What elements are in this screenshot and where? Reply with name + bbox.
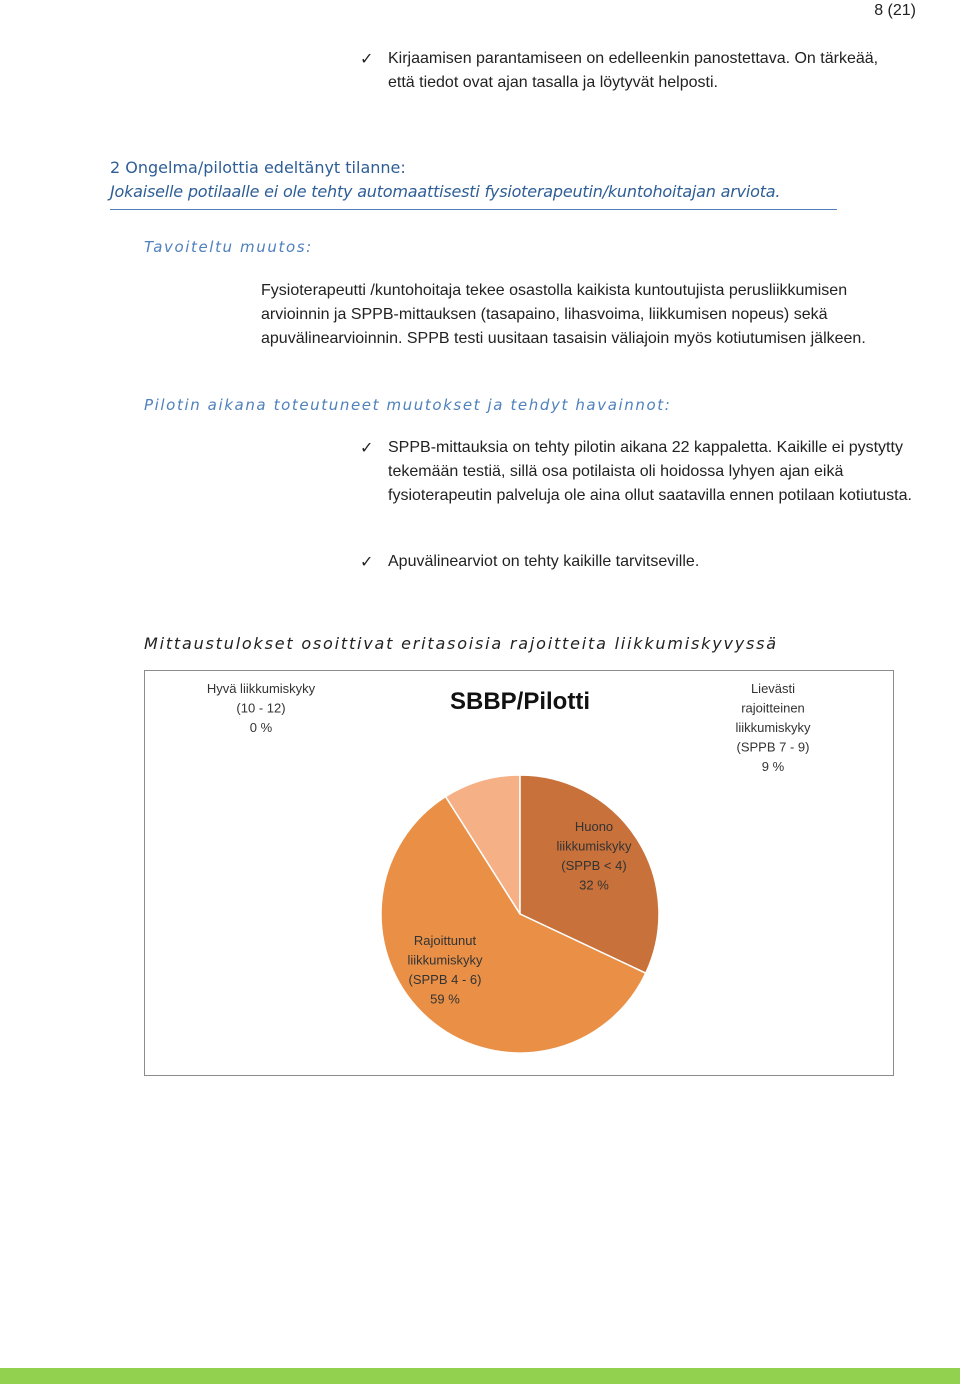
section-heading <box>110 156 850 204</box>
pie-chart-svg <box>145 671 895 1077</box>
bullet-item <box>360 436 920 508</box>
footer-bar <box>0 1368 960 1384</box>
checkmark-icon: ✓ <box>360 438 374 457</box>
heading-divider <box>110 209 837 210</box>
chart-title: SBBP/Pilotti <box>449 688 591 715</box>
goal-label: Tavoiteltu muutos: <box>144 238 313 256</box>
section-heading-title: 2 Ongelma/pilottia edeltänyt tilanne: <box>110 158 406 177</box>
bullet-text: SPPB-mittauksia on tehty pilotin aikana 22 kappaletta. Kaikille ei pystytty tekemään testiä, sillä osa potilaista oli hoidossa lyhyen ajan eikä fysioterapeutin palveluja ole aina ollut saatavilla ennen potilaan kotiutusta. <box>388 439 912 504</box>
pilot-label: Pilotin aikana toteutuneet muutokset ja tehdyt havainnot: <box>144 396 672 414</box>
checkmark-icon: ✓ <box>360 49 374 68</box>
bullet-text: Kirjaamisen parantamiseen on edelleenkin panostettava. On tärkeää, että tiedot ovat ajan tasalla ja löytyvät helposti. <box>388 50 879 91</box>
slice-label: Hyvä liikkumiskyky (10 - 12) 0 % <box>206 681 316 735</box>
slice-label: Rajoittunut liikkumiskyky (SPPB 4 - 6) 59 % <box>407 933 483 1007</box>
bullet-item <box>360 47 890 95</box>
goal-text: Fysioterapeutti /kuntohoitaja tekee osastolla kaikista kuntoutujista perusliikkumisen arvioinnin ja SPPB-mittauksen (tasapaino, lihasvoima, liikkumisen nopeus) sekä apuvälinearvioinnin. SPPB testi uusitaan tasaisin väliajoin myös kotiutumisen jälkeen. <box>261 282 866 347</box>
checkmark-icon: ✓ <box>360 552 374 571</box>
bullet-text: Apuvälinearviot on tehty kaikille tarvitseville. <box>388 553 700 570</box>
results-heading: Mittaustulokset osoittivat eritasoisia rajoitteita liikkumiskyvyssä <box>144 634 778 653</box>
section-heading-subtitle: Jokaiselle potilaalle ei ole tehty automaattisesti fysioterapeutin/kuntohoitajan arviota. <box>110 182 781 201</box>
page-number: 8 (21) <box>874 2 916 19</box>
slice-label: Huono liikkumiskyky (SPPB < 4) 32 % <box>556 819 632 893</box>
pie-chart <box>144 670 894 1076</box>
slice-label: Lievästi rajoitteinen liikkumiskyky (SPPB 7 - 9) 9 % <box>735 681 811 774</box>
bullet-item <box>360 550 920 574</box>
